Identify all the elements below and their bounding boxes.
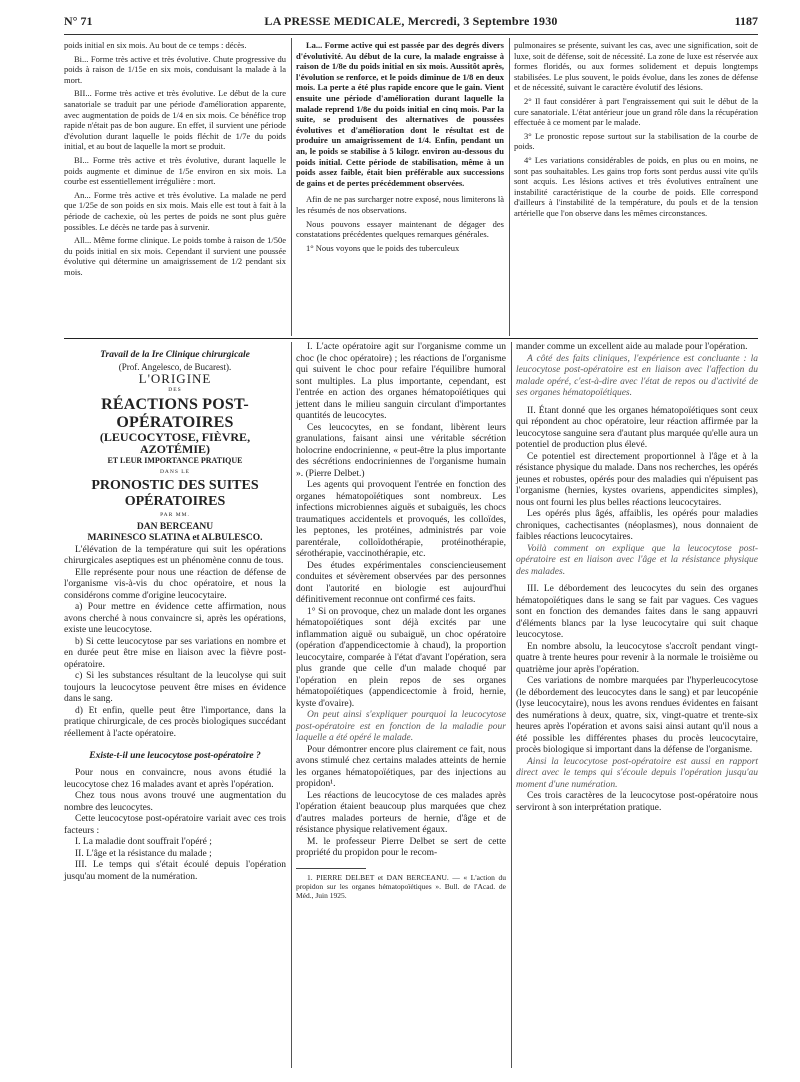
paragraph: La... Forme active qui est passée par des degrés divers d'évolutivité. Au début de la cure, la malade engraisse à raison de 1/8e du poids initial en six mois. Aussitôt après, l'évolution se renforce, et le poids diminue de 1/8 en deux mois. La perte a été plus rapide encore que le gain. Vient ensuite une période d'amélioration durant laquelle la malade reprend 1/8e du poids initial en cinq mois. Par la suite, se produisent des alternatives de poussées évolutives et d'amélioration dont le résultat est de produire un amaigrissement de 1/4. Enfin, pendant un an, le poids se stabilise à 5 kilogr. environ au-dessous du poids initial. Cette période de stabilisation, même à un poids assez faible, était bien préférable aux successions de gains et de pertes précédemment observées.	[296, 40, 504, 188]
paragraph: Les agents qui provoquent l'entrée en fonction des organes hématopoïétiques sont nombreux. Les infections microbiennes aiguës et subaiguës, les chocs traumatiques accidentels et provoqués, les colloïdes, les peptones, les protéines, administrés par voie parentérale, colloïdothérapie, protéinothérapie, sérothérapie, vaccinothérapie, etc.	[296, 480, 506, 559]
page-number: 1187	[734, 14, 758, 28]
list-item: III. Le temps qui s'était écoulé depuis l'opération jusqu'au moment de la numération.	[64, 860, 286, 882]
section-heading: Existe-t-il une leucocytose post-opératoire ?	[89, 751, 261, 761]
paragraph: II. Étant donné que les organes hématopoïétiques sont ceux qui répondent au choc opératoire, leur réaction affirmée par la leucocytose sanguine sera d'autant plus marquée qu'elle aura un potentiel de production plus élevé.	[516, 405, 758, 450]
issue-number: N° 71	[64, 14, 93, 28]
paragraph: Cette leucocytose post-opératoire variait avec ces trois facteurs :	[64, 814, 286, 836]
article-intro-sub: (Prof. Angelesco, de Bucarest).	[118, 361, 232, 372]
top-column-1	[64, 40, 286, 277]
footnote: 1. PIERRE DELBET et DAN BERCEANU. — « L'action du propidon sur les organes hématopoïétiques ». Bull. de l'Acad. de Méd., Juin 1925.	[296, 872, 506, 900]
author: MARINESCO SLATINA et ALBULESCO.	[87, 533, 263, 543]
title-line: L'ORIGINE	[138, 371, 212, 386]
column-divider	[509, 38, 510, 336]
paragraph: a) Pour mettre en évidence cette affirmation, nous avons cherché à nous convaincre si, après les opérations, existe une leucocytose.	[64, 602, 286, 635]
article-column-2	[296, 342, 506, 900]
paragraph: Pour démontrer encore plus clairement ce fait, nous avons stimulé chez certains malades atteints de hernie les organes hématopoïétiques, par des injections au propidon¹.	[296, 744, 506, 789]
title-subtitle: ET LEUR IMPORTANCE PRATIQUE	[107, 456, 243, 465]
paragraph: Ces variations de nombre marquées par l'hyperleucocytose (le débordement des leucocytes dans le sang) et par leucopénie (lyse leucocytaire), nous les avons rendues évidentes en faisant des numérations à deux, quatre, six, vingt-quatre et trente-six heures après l'opération et avons saisi ainsi autant qu'il nous a été possible les différentes phases du procès leucocytaire, procès biologique si important dans la défense de l'organisme.	[516, 676, 758, 755]
paragraph: Elle représente pour nous une réaction de défense de l'organisme vis-à-vis du choc opératoire, et nous la considérons comme d'origine leucocytaire.	[64, 567, 286, 601]
journal-title: LA PRESSE MEDICALE, Mercredi, 3 Septembre 1930	[264, 14, 558, 28]
paragraph: Des études expérimentales consciencieusement conduites et sévèrement observées par des personnes dont l'autorité en biologie est aujourd'hui définitivement reconnue ont confirmé ces faits.	[296, 560, 506, 605]
footnote-rule	[296, 868, 366, 869]
paragraph: 1° Si on provoque, chez un malade dont les organes hématopoïétiques sont déjà excités par une inflammation aiguë ou subaiguë, un choc opératoire (opération d'appendicectomie à chaud), la proportion leucocytaire, comparée à l'état d'avant l'opération, sera plus grande que celle d'un malade choqué par l'opération en plein repos de ses organes hématopoïétiques (appendicectomie à froid, hernie, kyste d'ovaire).	[296, 606, 506, 709]
column-divider	[291, 342, 292, 1068]
article-intro: Travail de la Ire Clinique chirurgicale	[100, 350, 250, 360]
paragraph: 3° Le pronostic repose surtout sur la stabilisation de la courbe de poids.	[514, 130, 758, 152]
paragraph: Ces leucocytes, en se fondant, libèrent leurs granulations, faisant ainsi une véritable sécrétion holocrine endocrinienne, « peut-être la plus importante des sécrétions endocriniennes de l'organisme humain ». (Pierre Delbet.)	[296, 422, 506, 479]
column-divider	[511, 342, 512, 1068]
paragraph: All... Même forme clinique. Le poids tombe à raison de 1/50e du poids initial en six mois. Cependant il survient une poussée évolutive qui détermine un amaigrissement de 1/2 pendant six mois.	[64, 235, 286, 277]
paragraph: Ce potentiel est directement proportionnel à l'âge et à la résistance physique du malade. Dans nos recherches, les opérés jeunes et robustes, opérés pour des maladies qui n'épuisent pas l'organisme (hernies, kystes ovariens, appendicites simples), nous ont fourni les plus belles réactions leucocytaires.	[516, 451, 758, 508]
list-item: I. La maladie dont souffrait l'opéré ;	[75, 837, 212, 847]
column-divider	[291, 38, 292, 336]
title-line: DANS LE	[159, 468, 191, 475]
paragraph: Nous pouvons essayer maintenant de dégager des constatations précédentes quelques remarques générales.	[296, 218, 504, 240]
paragraph: 1° Nous voyons que le poids des tuberculeux	[306, 242, 460, 253]
paragraph: poids initial en six mois. Au bout de ce temps : décès.	[64, 40, 247, 50]
paragraph: BI... Forme très active et très évolutive, durant laquelle le poids augmente et diminue de 1/5e environ en six mois. La courbe est essentiellement irrégulière : mort.	[64, 154, 286, 187]
paragraph: b) Si cette leucocytose par ses variations en nombre et en durée peut être mise en liaison avec la fièvre post-opératoire.	[64, 636, 286, 670]
paragraph: mander comme un excellent aide au malade pour l'opération.	[516, 342, 748, 352]
italic-paragraph: Ainsi la leucocytose post-opératoire est aussi en rapport direct avec le temps qui s'écoule depuis l'opération jusqu'au moment d'une numération.	[516, 756, 758, 790]
top-column-2	[296, 40, 504, 253]
paragraph: En nombre absolu, la leucocytose s'accroît pendant vingt-quatre à trente heures pour revenir à la normale le troisième ou quatrième jour après l'opération.	[516, 641, 758, 675]
paragraph: Ces trois caractères de la leucocytose post-opératoire nous serviront à son interprétation pratique.	[516, 791, 758, 813]
italic-paragraph: On peut ainsi s'expliquer pourquoi la leucocytose post-opératoire est en fonction de la maladie pour laquelle a été opéré le malade.	[296, 710, 506, 743]
section-rule	[64, 338, 758, 339]
title-line: PRONOSTIC DES SUITES OPÉRATOIRES	[91, 478, 259, 509]
paragraph: III. Le débordement des leucocytes du sein des organes hématopoïétiques dans le sang se fait par vagues. Ces vagues sont en fonction des demandes faites dans le sang appauvri d'éléments blancs par la lyse leucocytaire qui suit chaque leucocytose.	[516, 584, 758, 640]
paragraph: Pour nous en convaincre, nous avons étudié la leucocytose chez 16 malades avant et après l'opération.	[64, 768, 286, 790]
paragraph: Afin de ne pas surcharger notre exposé, nous limiterons là les résumés de nos observations.	[296, 194, 504, 215]
paragraph: Les réactions de leucocytose de ces malades après l'opération étaient beaucoup plus marquées que chez d'autres malades porteurs de hernie, d'âge et de résistance physique relativement égaux.	[296, 790, 506, 835]
title-line: DES	[168, 386, 182, 393]
paragraph: 4° Les variations considérables de poids, en plus ou en moins, ne sont pas souhaitables. Les gains trop forts sont perdus aussi vite qu'ils sont acquis. Les lésions actives et très évolutives entraînent une instabilité caractéristique de la courbe de poids. Elle correspond d'ailleurs à l'instabilité de la température, du pouls et de la tension artérielle que l'on observe dans les mêmes circonstances.	[514, 154, 758, 218]
italic-paragraph: Voilà comment on explique que la leucocytose post-opératoire est en liaison avec l'âge et la résistance physique des malades.	[516, 543, 758, 577]
article-title: RÉACTIONS POST-OPÉRATOIRES	[101, 396, 249, 431]
paragraph: Les opérés plus âgés, affaiblis, les opérés pour maladies chroniques, cachectisantes (néoplasmes), nous donnaient de faibles réactions leucocytaires.	[516, 509, 758, 542]
header-rule	[64, 34, 758, 35]
article-column-1	[64, 350, 286, 883]
article-column-3	[516, 342, 758, 814]
title-subtitle: (LEUCOCYTOSE, FIÈVRE, AZOTÉMIE)	[99, 430, 251, 456]
paragraph: An... Forme très active et très évolutive. La malade ne perd que 1/25e de son poids en six mois. Mais elle est tout à fait à la période de cachexie, où les pertes de poids ne sont plus guère possibles. Le décès ne tarde pas à survenir.	[64, 189, 286, 232]
paragraph: I. L'acte opératoire agit sur l'organisme comme un choc (le choc opératoire) ; les réactions de l'organisme qui suivent le choc pour refaire l'équilibre humoral sont multiples. La plus importante, cependant, est l'entrée en action des organes hématopoïétiques qui jettent dans le milieu sanguin circulant d'importantes quantités de leucocytes.	[296, 342, 506, 421]
paragraph: pulmonaires se présente, suivant les cas, avec une signification, soit de luxe, soit de défense, soit de nécessité. La zone de luxe est réservée aux formes floridés, ou aux formes solidement et depuis longtemps stabilisées. Le plus souvent, le poids évolue, dans les zones de défense et de nécessité, suivant le caractère évolutif des lésions.	[514, 40, 758, 93]
paragraph: Bi... Forme très active et très évolutive. Chute progressive du poids à raison de 1/15e en six mois, conduisant la malade à la mort.	[64, 53, 286, 85]
title-line: PAR MM.	[160, 512, 190, 518]
paragraph: L'élévation de la température qui suit les opérations chirurgicales aseptiques est un phénomène connu de tous.	[64, 544, 286, 566]
paragraph: 2° Il faut considérer à part l'engraissement qui suit le début de la cure sanatoriale. L'état antérieur joue un grand rôle dans la récupération effectuée à ce moment par le malade.	[514, 95, 758, 128]
article-title-block	[64, 350, 286, 545]
paragraph: d) Et enfin, quelle peut être l'importance, dans la pratique chirurgicale, de ces procès biologiques succédant réellement à l'acte opératoire.	[64, 705, 286, 739]
paragraph: c) Si les substances résultant de la leucolyse qui suit toujours la leucocytose peuvent être mises en évidence dans le sang.	[64, 671, 286, 704]
list-item: II. L'âge et la résistance du malade ;	[75, 848, 212, 859]
italic-paragraph: A côté des faits cliniques, l'expérience est concluante : la leucocytose post-opératoire est en liaison avec l'affection du malade opéré, c'est-à-dire avec l'état de repos ou d'activité de ses organes hématopoïétiques.	[516, 353, 758, 398]
paragraph: M. le professeur Pierre Delbet se sert de cette propriété du propidon pour le recom-	[296, 836, 506, 858]
author: DAN BERCEANU	[136, 521, 214, 532]
paragraph: Chez tous nous avons trouvé une augmentation du nombre des leucocytes.	[64, 791, 286, 813]
paragraph: BII... Forme très active et très évolutive. Le début de la cure sanatoriale se traduit par une période d'amélioration apparente, avec augmentation de poids de 1/4 en six mois. Ce bénéfice trop rapide n'était pas de bon augure. En effet, il survient une période d'évolution durant laquelle le poids fléchit de 1/7e du poids initial, et au bout de laquelle la mort se produit.	[64, 88, 286, 152]
top-column-3	[514, 40, 758, 219]
page-header	[64, 6, 758, 32]
